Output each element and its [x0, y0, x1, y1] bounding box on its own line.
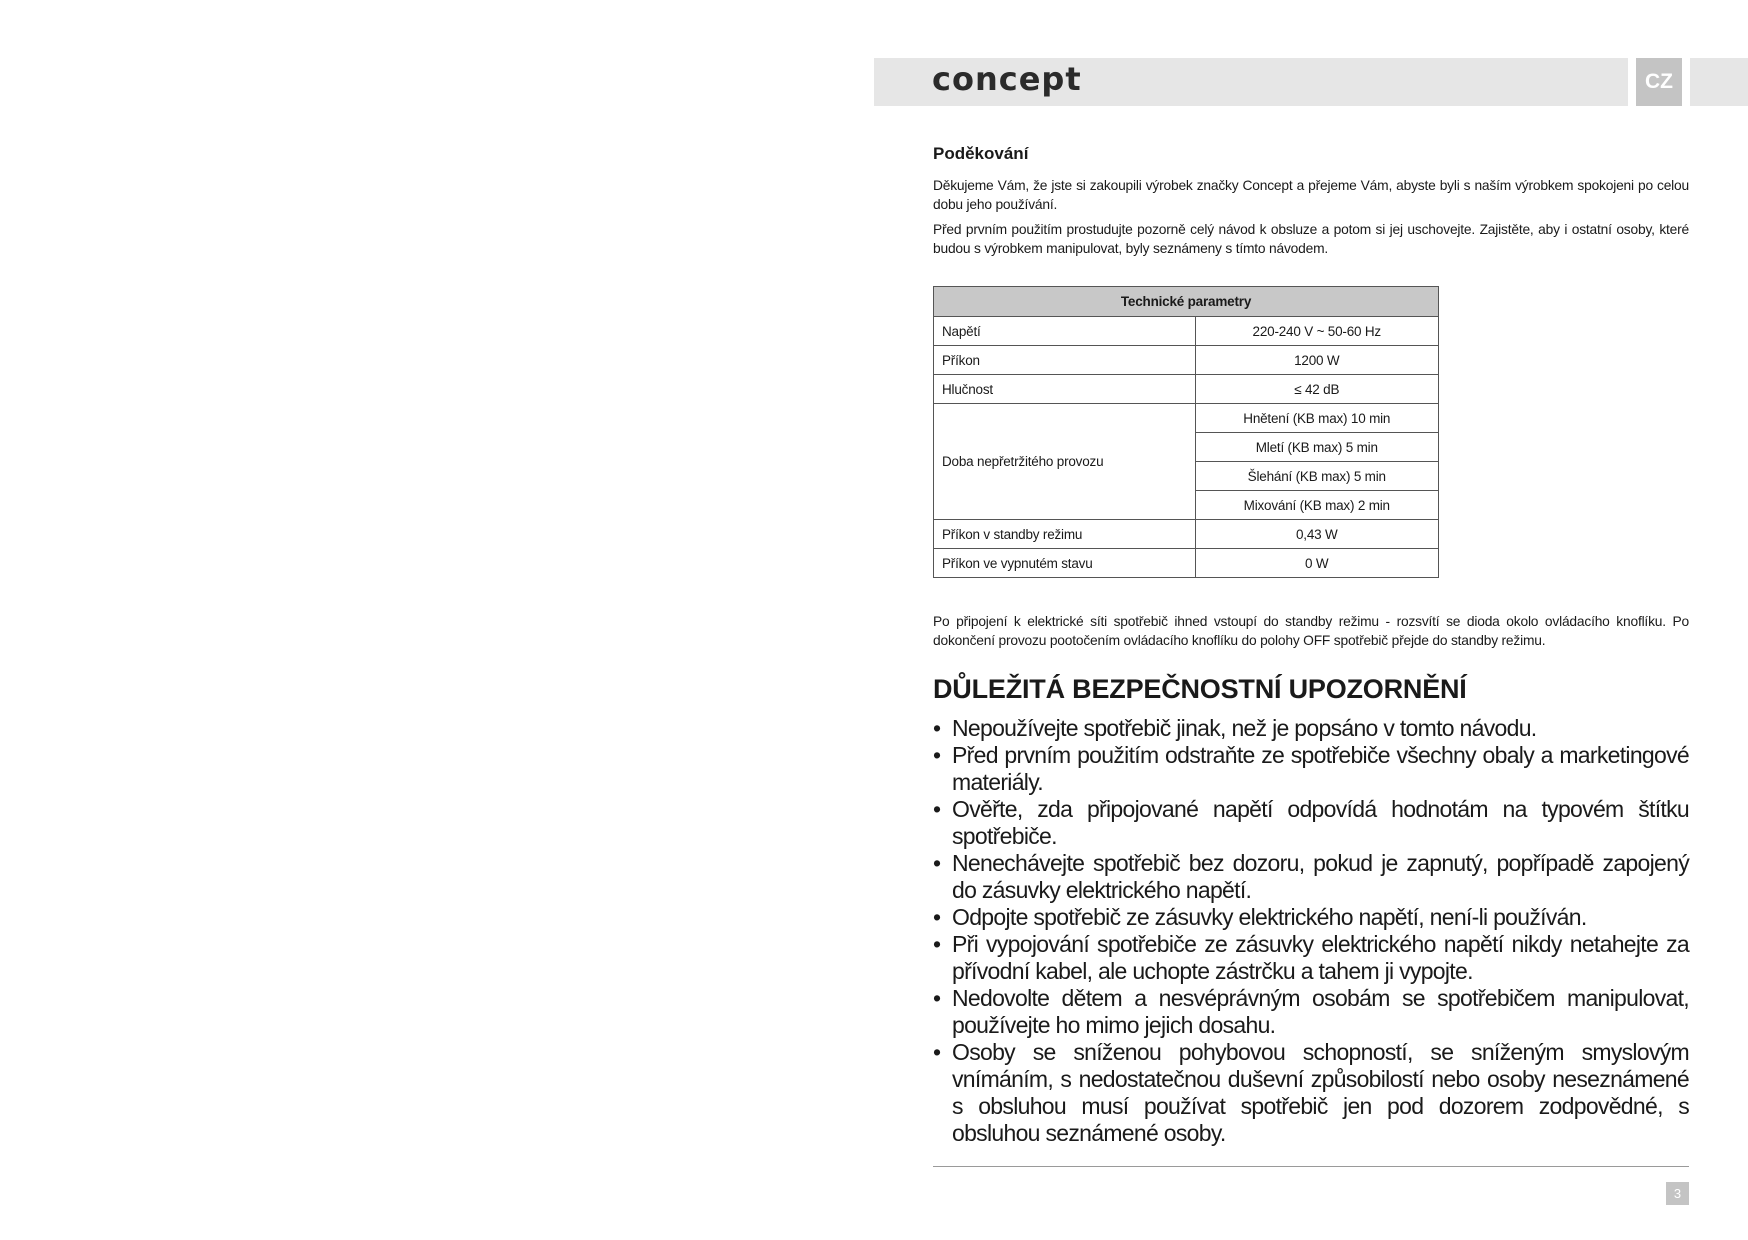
- standby-note: Po připojení k elektrické síti spotřebič ihned vstoupí do standby režimu - rozsvítí se dioda okolo ovládacího knoflíku. Po dokončení provozu pootočením ovládacího knoflíku do polohy OFF spotřebič přejde do standby režimu.: [933, 614, 1689, 648]
- header-bar: [874, 58, 1628, 106]
- safety-item-text: Nenechávejte spotřebič bez dozoru, pokud je zapnutý, popřípadě zapojený do zásuvky elektrického napětí.: [952, 850, 1689, 903]
- header-bar-end: [1690, 58, 1748, 106]
- bullet-icon: •: [933, 904, 941, 930]
- spec-value: 220-240 V ~ 50-60 Hz: [1195, 317, 1438, 346]
- intro-paragraph: Děkujeme Vám, že jste si zakoupili výrobek značky Concept a přejeme Vám, abyste byli s naším výrobkem spokojeni po celou dobu jeho používání.: [933, 178, 1689, 212]
- spec-label: Napětí: [934, 317, 1196, 346]
- page-content: [933, 144, 1689, 1147]
- spec-value: 0,43 W: [1195, 520, 1438, 549]
- spec-row: [934, 549, 1439, 578]
- safety-item-text: Ověřte, zda připojované napětí odpovídá hodnotám na typovém štítku spotřebiče.: [952, 796, 1689, 849]
- spec-label: Příkon v standby režimu: [934, 520, 1196, 549]
- spec-value: ≤ 42 dB: [1195, 375, 1438, 404]
- spec-row: [934, 520, 1439, 549]
- page-number: 3: [1666, 1182, 1689, 1205]
- safety-item: [933, 742, 1689, 796]
- spec-row: [934, 375, 1439, 404]
- spec-label: Příkon: [934, 346, 1196, 375]
- spec-label: Příkon ve vypnutém stavu: [934, 549, 1196, 578]
- thanks-heading: Poděkování: [933, 144, 1029, 163]
- spec-value: 0 W: [1195, 549, 1438, 578]
- safety-item: [933, 904, 1689, 931]
- safety-item-text: Odpojte spotřebič ze zásuvky elektrického napětí, není-li používán.: [952, 904, 1587, 930]
- bullet-icon: •: [933, 931, 941, 957]
- safety-item-text: Před prvním použitím odstraňte ze spotřebiče všechny obaly a marketingové materiály.: [952, 742, 1689, 795]
- spec-table: [933, 286, 1439, 578]
- safety-item-text: Osoby se sníženou pohybovou schopností, se sníženým smyslovým vnímáním, s nedostatečnou duševní způsobilostí nebo osoby neseznámené s obsluhou musí používat spotřebič jen pod dozorem zodpovědné, s obsluhou seznámené osoby.: [952, 1039, 1689, 1146]
- safety-item: [933, 850, 1689, 904]
- bullet-icon: •: [933, 985, 941, 1011]
- spec-table-header-row: [934, 287, 1439, 317]
- safety-item: [933, 1039, 1689, 1147]
- spec-row: [934, 404, 1439, 433]
- safety-item: [933, 985, 1689, 1039]
- spec-value: Šlehání (KB max) 5 min: [1195, 462, 1438, 491]
- bullet-icon: •: [933, 850, 941, 876]
- safety-list: [933, 715, 1689, 1147]
- bullet-icon: •: [933, 715, 941, 741]
- spec-table-title: Technické parametry: [934, 287, 1439, 317]
- bullet-icon: •: [933, 796, 941, 822]
- spec-value: Hnětení (KB max) 10 min: [1195, 404, 1438, 433]
- safety-item: [933, 796, 1689, 850]
- spec-value: Mixování (KB max) 2 min: [1195, 491, 1438, 520]
- bullet-icon: •: [933, 742, 941, 768]
- safety-item-text: Nedovolte dětem a nesvéprávným osobám se spotřebičem manipulovat, používejte ho mimo jejich dosahu.: [952, 985, 1689, 1038]
- spec-value: Mletí (KB max) 5 min: [1195, 433, 1438, 462]
- safety-item-text: Při vypojování spotřebiče ze zásuvky elektrického napětí nikdy netahejte za přívodní kabel, ale uchopte zástrčku a tahem ji vypojte.: [952, 931, 1689, 984]
- spec-label: Hlučnost: [934, 375, 1196, 404]
- safety-item: [933, 715, 1689, 742]
- intro-paragraph: Před prvním použitím prostudujte pozorně celý návod k obsluze a potom si jej uschovejte. Zajistěte, aby i ostatní osoby, které budou s výrobkem manipulovat, byly seznámeny s tímto návodem.: [933, 222, 1689, 256]
- spec-row: [934, 317, 1439, 346]
- spec-row: [934, 346, 1439, 375]
- safety-item: [933, 931, 1689, 985]
- brand-logo: concept: [932, 60, 1082, 98]
- spec-label-operation-time: Doba nepřetržitého provozu: [934, 404, 1196, 520]
- footer-divider: [933, 1166, 1689, 1167]
- language-badge: CZ: [1636, 58, 1682, 106]
- bullet-icon: •: [933, 1039, 941, 1065]
- safety-heading: DŮLEŽITÁ BEZPEČNOSTNÍ UPOZORNĚNÍ: [933, 674, 1467, 704]
- safety-item-text: Nepoužívejte spotřebič jinak, než je popsáno v tomto návodu.: [952, 715, 1537, 741]
- spec-value: 1200 W: [1195, 346, 1438, 375]
